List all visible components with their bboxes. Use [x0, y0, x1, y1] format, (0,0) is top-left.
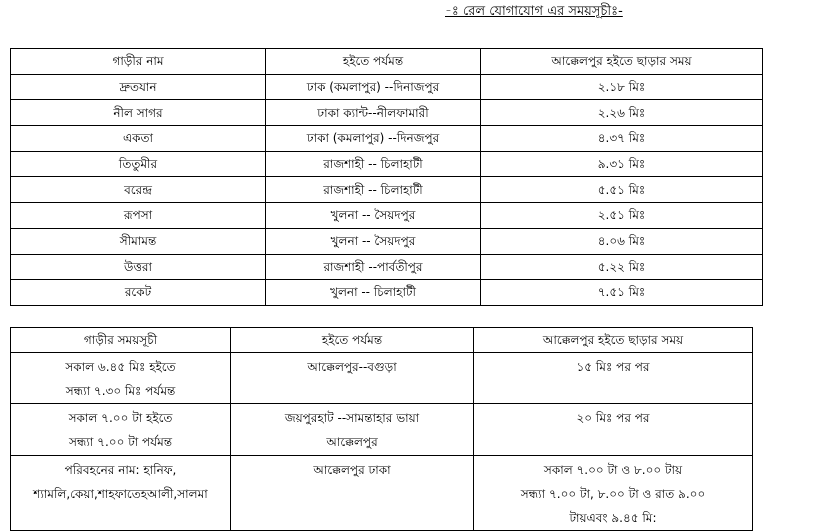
train-time: ২.৫১ মিঃ — [481, 203, 763, 229]
table-row — [11, 353, 753, 404]
bus-route-cell — [231, 404, 474, 456]
cell-line: টায়এবং ৯.৪৫ মি: — [569, 511, 657, 525]
cell-line: পরিবহনের নাম: হানিফ, — [64, 463, 177, 477]
header-train-name: গাড়ীর নাম — [11, 49, 266, 75]
header-route: হইতে পর্যমন্ত — [266, 49, 481, 75]
train-route: ঢাকা (কমলাপুর) --দিনজপুর — [266, 126, 481, 152]
cell-line: সকাল ৭.০০ টা হইতে — [68, 411, 173, 425]
train-name: দ্রুতযান — [11, 74, 266, 100]
cell-line: সন্ধ্যা ৭.০০ টা পর্যমন্ত — [68, 435, 173, 449]
table-row — [11, 126, 763, 152]
train-time: ৫.৫১ মিঃ — [481, 177, 763, 203]
table-row — [11, 280, 763, 306]
train-route: ঢাক (কমলাপুর) --দিনাজপুর — [266, 74, 481, 100]
bus-schedule-cell — [11, 404, 231, 456]
train-time: ২.১৮ মিঃ — [481, 74, 763, 100]
train-time: ৭.৫১ মিঃ — [481, 280, 763, 306]
table-row — [11, 100, 763, 126]
train-route: খুলনা -- সৈয়দপুর — [266, 228, 481, 254]
cell-line: শ্যামলি,কেয়া,শাহফাতেহআলী,সালমা — [33, 487, 208, 501]
cell-line: আক্কেলপুর ঢাকা — [313, 463, 391, 477]
train-time: ৯.৩১ মিঃ — [481, 151, 763, 177]
train-route: ঢাকা ক্যান্ট--নীলফামারী — [266, 100, 481, 126]
train-route: খুলনা -- সৈয়দপুর — [266, 203, 481, 229]
train-name: নীল সাগর — [11, 100, 266, 126]
bus-route-cell — [231, 456, 474, 531]
train-time: ৪.০৬ মিঃ — [481, 228, 763, 254]
train-name: বরেন্দ্র — [11, 177, 266, 203]
train-name: সীমামন্ত — [11, 228, 266, 254]
table-row — [11, 228, 763, 254]
table-row — [11, 254, 763, 280]
cell-line: সকাল ৭.০০ টা ও ৮.০০ টায় — [543, 463, 683, 477]
bus-route-cell — [231, 353, 474, 404]
cell-line: সন্ধ্যা ৭.৩০ মিঃ পর্যমন্ত — [65, 384, 176, 398]
header-departure-time: আক্কেলপুর হইতে ছাড়ার সময় — [481, 49, 763, 75]
train-name: উত্তরা — [11, 254, 266, 280]
bus-time-cell — [474, 456, 753, 531]
cell-line: জয়পুরহাট --সামন্তাহার ভায়া — [284, 411, 420, 425]
train-name: রূপসা — [11, 203, 266, 229]
table-row — [11, 74, 763, 100]
train-route: খুলনা -- চিলাহাটী — [266, 280, 481, 306]
table-row — [11, 404, 753, 456]
table-header-row — [11, 328, 753, 353]
train-route: রাজশাহী -- চিলাহাটী — [266, 151, 481, 177]
train-time: ৪.৩৭ মিঃ — [481, 126, 763, 152]
table-header-row — [11, 49, 763, 75]
bus-time-cell — [474, 353, 753, 404]
cell-line: সন্ধ্যা ৭.০০ টা, ৮.০০ টা ও রাত ৯.০০ — [520, 487, 706, 501]
cell-line: ২০ মিঃ পর পর — [576, 411, 650, 425]
train-route: রাজশাহী --পার্বতীপুর — [266, 254, 481, 280]
table-row — [11, 151, 763, 177]
table-row — [11, 203, 763, 229]
header-bus-schedule: গাড়ীর সময়সূচী — [11, 328, 231, 353]
table-row — [11, 456, 753, 531]
bus-schedule-table — [10, 327, 753, 531]
bus-schedule-cell — [11, 353, 231, 404]
header-departure-time: আক্কেলপুর হইতে ছাড়ার সময় — [474, 328, 753, 353]
cell-line: আক্কেলপুর — [326, 435, 378, 449]
header-route: হইতে পর্যমন্ত — [231, 328, 474, 353]
train-name: রকেট — [11, 280, 266, 306]
train-schedule-table — [10, 48, 763, 306]
train-time: ২.২৬ মিঃ — [481, 100, 763, 126]
bus-time-cell — [474, 404, 753, 456]
bus-schedule-cell — [11, 456, 231, 531]
table-row — [11, 177, 763, 203]
page-title: -ঃ রেল যোগাযোগ এর সময়সূচীঃ- — [445, 4, 623, 19]
train-name: একতা — [11, 126, 266, 152]
cell-line: সকাল ৬.৪৫ মিঃ হইতে — [65, 360, 176, 374]
cell-line: আক্কেলপুর--বগুড়া — [307, 360, 397, 374]
train-route: রাজশাহী -- চিলাহাটী — [266, 177, 481, 203]
cell-line: ১৫ মিঃ পর পর — [576, 360, 650, 374]
train-name: তিতুমীর — [11, 151, 266, 177]
train-time: ৫.২২ মিঃ — [481, 254, 763, 280]
